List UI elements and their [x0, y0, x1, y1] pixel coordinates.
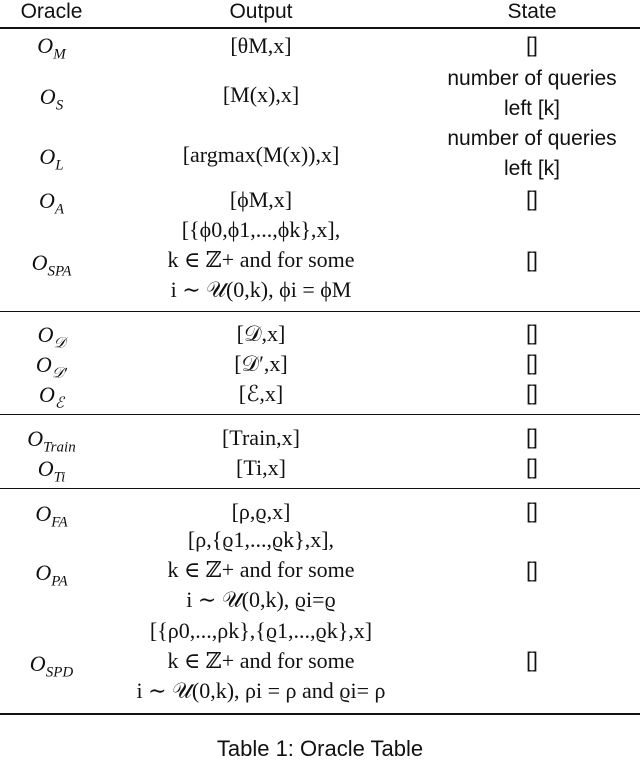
state-line: number of queries: [447, 127, 617, 150]
oracle-oe: [0, 380, 103, 418]
output-line: [argmax(M(x)),x]: [182, 142, 340, 167]
state-line: []: [526, 249, 538, 272]
header-state: State: [507, 0, 557, 23]
state-opa: [424, 556, 640, 586]
output-om: [103, 31, 419, 61]
group-rule-1: [0, 311, 640, 312]
state-ospd: [424, 646, 640, 676]
state-om: [424, 31, 640, 61]
oracle-base: O: [37, 33, 54, 58]
oracle-base: O: [35, 501, 52, 526]
oracle-base: O: [35, 352, 52, 377]
group-rule-3: [0, 488, 640, 489]
output-ol: [103, 140, 419, 170]
state-line: left [k]: [503, 157, 561, 180]
state-oe: [424, 379, 640, 409]
output-os: [103, 80, 419, 110]
state-line: []: [526, 382, 538, 405]
oracle-ospd: [0, 649, 103, 687]
oracle-sub: FA: [51, 514, 68, 531]
output-line: k ∈ ℤ+ and for some: [167, 247, 355, 272]
state-line: []: [526, 649, 538, 672]
header-output: Output: [229, 0, 293, 23]
top-rule: [0, 27, 640, 29]
oracle-sub: S: [55, 97, 64, 114]
state-ol: [424, 124, 640, 184]
oracle-sub: M: [53, 46, 66, 63]
oracle-sub: 𝒟′: [51, 365, 68, 382]
output-odp: [103, 349, 419, 379]
state-line: number of queries: [447, 67, 617, 90]
state-od: [424, 319, 640, 349]
oracle-base: O: [39, 84, 56, 109]
output-line: k ∈ ℤ+ and for some: [167, 648, 355, 673]
output-line: k ∈ ℤ+ and for some: [167, 557, 355, 582]
state-line: []: [526, 559, 538, 582]
state-oti: [424, 453, 640, 483]
state-line: []: [526, 188, 538, 211]
output-ospa: [103, 215, 419, 305]
state-ospa: [424, 246, 640, 276]
oracle-base: O: [37, 322, 54, 347]
oracle-base: O: [27, 426, 44, 451]
output-line: [M(x),x]: [222, 82, 300, 107]
oracle-ol: [0, 142, 103, 180]
state-line: []: [526, 322, 538, 345]
oracle-os: [0, 82, 103, 120]
state-line: []: [526, 34, 538, 57]
oracle-sub: Ti: [53, 469, 66, 486]
output-ospd: [103, 616, 419, 706]
output-line: i ∼ 𝒰(0,k), ϕi = ϕM: [170, 277, 352, 302]
oracle-sub: PA: [51, 573, 68, 590]
oracle-base: O: [29, 651, 46, 676]
state-line: []: [526, 426, 538, 449]
oracle-sub: SPA: [47, 263, 72, 280]
output-opa: [103, 525, 419, 615]
table-caption: Table 1: Oracle Table: [216, 736, 424, 761]
oracle-sub: 𝒟: [53, 335, 66, 352]
group-rule-2: [0, 414, 640, 415]
bottom-rule: [0, 713, 640, 715]
oracle-oa: [0, 186, 103, 224]
state-line: left [k]: [503, 97, 561, 120]
state-odp: [424, 349, 640, 379]
output-line: [θM,x]: [230, 33, 292, 58]
output-line: [Train,x]: [221, 425, 301, 450]
output-otrain: [103, 423, 419, 453]
oracle-base: O: [39, 382, 55, 407]
output-line: [ρ,ϱ,x]: [231, 499, 291, 524]
output-line: [𝒟′,x]: [234, 351, 288, 376]
header-oracle: Oracle: [20, 0, 83, 23]
state-ofa: [424, 497, 640, 527]
output-line: i ∼ 𝒰(0,k), ϱi=ϱ: [186, 587, 336, 612]
output-od: [103, 319, 419, 349]
output-oa: [103, 185, 419, 215]
state-otrain: [424, 423, 640, 453]
output-line: [𝒟,x]: [236, 321, 286, 346]
output-oti: [103, 453, 419, 483]
oracle-ospa: [0, 248, 103, 286]
state-oa: [424, 185, 640, 215]
output-line: [{ϕ0,ϕ1,...,ϕk},x],: [181, 217, 341, 242]
output-oe: [103, 379, 419, 409]
output-line: [ℰ,x]: [238, 381, 284, 406]
oracle-oti: [0, 454, 103, 492]
oracle-opa: [0, 558, 103, 596]
output-line: [Ti,x]: [236, 455, 286, 480]
oracle-base: O: [38, 188, 55, 213]
oracle-sub: L: [55, 157, 64, 174]
output-line: [ϕM,x]: [229, 187, 293, 212]
output-line: [ρ,{ϱ1,...,ϱk},x],: [187, 527, 335, 552]
oracle-sub: ℰ: [54, 395, 64, 412]
state-line: []: [526, 352, 538, 375]
oracle-sub: Train: [43, 439, 76, 456]
oracle-om: [0, 31, 103, 69]
output-line: [{ρ0,...,ρk},{ϱ1,...,ϱk},x]: [149, 618, 373, 643]
oracle-ofa: [0, 499, 103, 537]
state-line: []: [526, 500, 538, 523]
output-line: i ∼ 𝒰(0,k), ρi = ρ and ϱi= ρ: [136, 678, 386, 703]
output-ofa: [103, 497, 419, 527]
state-os: [424, 64, 640, 124]
oracle-base: O: [37, 456, 54, 481]
oracle-base: O: [39, 144, 56, 169]
oracle-sub: SPD: [45, 664, 74, 681]
oracle-sub: A: [54, 201, 65, 218]
state-line: []: [526, 456, 538, 479]
oracle-base: O: [31, 250, 48, 275]
oracle-base: O: [35, 560, 52, 585]
